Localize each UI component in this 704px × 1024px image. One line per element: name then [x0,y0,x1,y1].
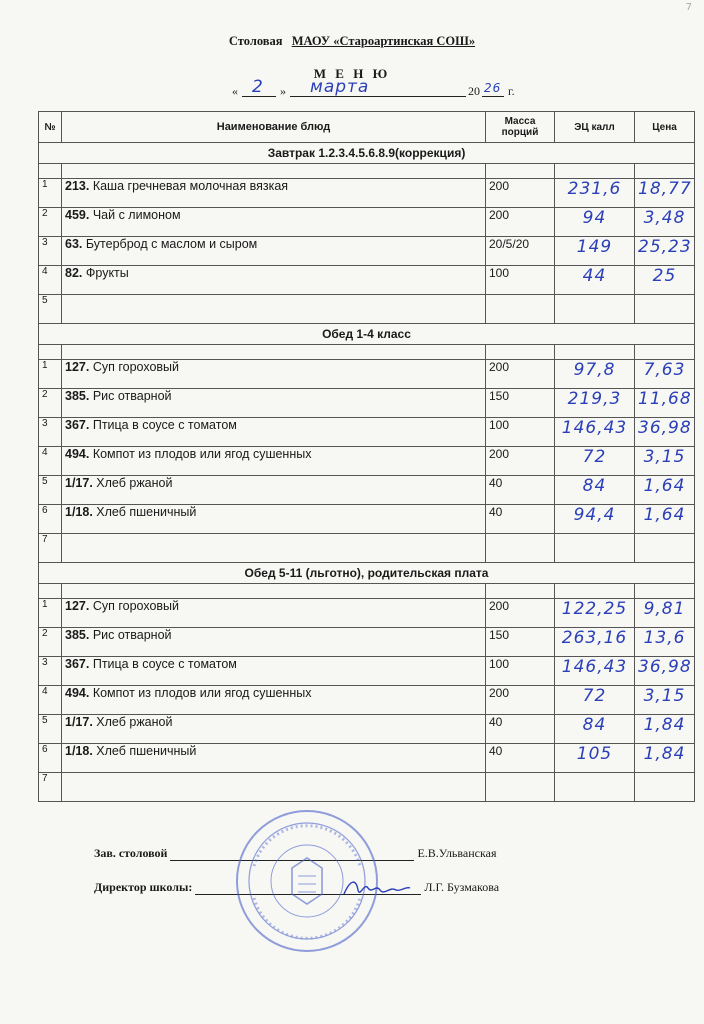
price-cell [635,266,695,295]
section-title: Обед 5-11 (льготно), родительская плата [39,563,695,584]
price-value: 9,81 [643,599,686,619]
dish-cell [62,686,486,715]
section-spacer-row [39,345,695,360]
dish-code: 213. [65,179,90,193]
price-cell [635,447,695,476]
row-number: 4 [39,447,62,476]
table-row [39,266,695,295]
table-row [39,657,695,686]
price-value: 1,64 [643,476,686,496]
price-value: 13,6 [643,628,686,648]
energy-value: 149 [576,237,613,257]
table-row [39,208,695,237]
section-row [39,324,695,345]
energy-value: 263,16 [561,628,628,648]
header-num: № [39,112,62,143]
price-cell [635,476,695,505]
dish-cell [62,476,486,505]
menu-title: М Е Н Ю [313,66,391,81]
table-row [39,686,695,715]
price-cell [635,715,695,744]
dish-cell [62,534,486,563]
energy-value-cell [555,599,635,628]
portion-mass: 40 [486,715,555,744]
price-cell [635,208,695,237]
row-number: 5 [39,715,62,744]
energy-value: 122,25 [561,599,628,619]
energy-value-cell [555,447,635,476]
date-month: марта [310,77,370,97]
portion-mass: 200 [486,179,555,208]
energy-value: 84 [582,476,607,496]
row-number: 3 [39,418,62,447]
table-row [39,447,695,476]
director-handwritten-signature-icon [342,872,412,902]
director-name: Л.Г. Бузмакова [424,880,500,894]
energy-value-cell [555,657,635,686]
energy-value: 219,3 [567,389,622,409]
dish-code: 1/18. [65,744,93,758]
portion-mass: 20/5/20 [486,237,555,266]
price-value: 36,98 [638,657,692,677]
portion-mass [486,534,555,563]
energy-value: 72 [582,686,607,706]
row-number: 5 [39,476,62,505]
table-header-row [39,112,695,143]
table-row [39,505,695,534]
dish-code: 494. [65,447,90,461]
energy-value: 146,43 [561,418,628,438]
portion-mass: 200 [486,686,555,715]
dish-code: 459. [65,208,90,222]
energy-value-cell [555,360,635,389]
energy-value: 146,43 [561,657,628,677]
energy-value-cell [555,534,635,563]
section-spacer-row [39,584,695,599]
section-title: Обед 1-4 класс [39,324,695,345]
portion-mass: 40 [486,744,555,773]
date-year-prefix: 20 [468,84,480,98]
section-row [39,563,695,584]
portion-mass: 200 [486,599,555,628]
table-row [39,360,695,389]
energy-value: 231,6 [567,179,622,199]
price-value: 3,15 [643,686,686,706]
dish-name: Птица в соусе с томатом [92,418,237,432]
dish-name: Птица в соусе с томатом [92,657,237,671]
row-number: 6 [39,744,62,773]
dish-name: Каша гречневая молочная вязкая [92,179,289,193]
canteen-head-name: Е.В.Ульванская [417,846,497,860]
row-number: 7 [39,773,62,802]
energy-value-cell [555,744,635,773]
dish-code: 1/17. [65,715,93,729]
row-number: 2 [39,389,62,418]
table-row [39,715,695,744]
price-cell [635,534,695,563]
dish-cell [62,418,486,447]
date-year-end: г. [508,84,515,98]
dish-name: Хлеб ржаной [96,715,173,729]
row-number: 3 [39,237,62,266]
price-value: 1,64 [643,505,686,525]
dish-name: Хлеб пшеничный [96,744,197,758]
dish-name: Суп гороховый [92,360,180,374]
energy-value: 94 [582,208,607,228]
dish-code: 127. [65,360,90,374]
portion-mass: 200 [486,208,555,237]
table-row [39,295,695,324]
dish-name: Компот из плодов или ягод сушенных [92,686,312,700]
price-cell [635,389,695,418]
energy-value: 94,4 [573,505,616,525]
dish-name: Хлеб ржаной [96,476,173,490]
date-day: 2 [252,77,264,97]
portion-mass [486,773,555,802]
price-cell [635,657,695,686]
portion-mass: 100 [486,418,555,447]
dish-cell [62,773,486,802]
table-row [39,744,695,773]
price-value: 1,84 [643,715,686,735]
dish-cell [62,447,486,476]
dish-cell [62,389,486,418]
row-number: 1 [39,599,62,628]
price-value: 11,68 [638,389,692,409]
portion-mass: 100 [486,657,555,686]
dish-name: Хлеб пшеничный [96,505,197,519]
price-value: 3,48 [643,208,686,228]
section-spacer-row [39,164,695,179]
menu-table [38,111,695,802]
dish-name: Рис отварной [92,628,172,642]
header-mass: Масса порций [486,112,555,143]
dish-name: Чай с лимоном [92,208,181,222]
dish-code: 82. [65,266,83,280]
row-number: 3 [39,657,62,686]
price-cell [635,418,695,447]
dish-cell [62,599,486,628]
energy-value-cell [555,179,635,208]
price-cell [635,628,695,657]
row-number: 4 [39,266,62,295]
corner-mark: 7 [685,2,692,13]
energy-value: 72 [582,447,607,467]
energy-value-cell [555,418,635,447]
energy-value-cell [555,208,635,237]
dish-name: Суп гороховый [92,599,180,613]
header-price: Цена [635,112,695,143]
row-number: 5 [39,295,62,324]
dish-code: 367. [65,657,90,671]
canteen-label: Столовая [228,34,283,48]
dish-cell [62,744,486,773]
energy-value-cell [555,237,635,266]
dish-cell [62,295,486,324]
row-number: 1 [39,360,62,389]
director-role: Директор школы: [94,880,193,894]
date-close-quote: » [280,84,286,98]
table-row [39,476,695,505]
dish-name: Компот из плодов или ягод сушенных [92,447,312,461]
portion-mass: 200 [486,360,555,389]
energy-value-cell [555,295,635,324]
header-kcal: ЭЦ калл [555,112,635,143]
dish-code: 1/17. [65,476,93,490]
row-number: 6 [39,505,62,534]
energy-value: 44 [582,266,607,286]
price-value: 3,15 [643,447,686,467]
price-value: 7,63 [643,360,686,380]
section-row [39,143,695,164]
price-cell [635,295,695,324]
dish-cell [62,208,486,237]
price-value: 25,23 [638,237,692,257]
dish-cell [62,628,486,657]
table-row [39,237,695,266]
energy-value: 84 [582,715,607,735]
energy-value-cell [555,773,635,802]
price-value: 1,84 [643,744,686,764]
price-cell [635,599,695,628]
price-cell [635,686,695,715]
price-cell [635,360,695,389]
price-cell [635,505,695,534]
energy-value-cell [555,476,635,505]
portion-mass [486,295,555,324]
portion-mass: 100 [486,266,555,295]
table-row [39,179,695,208]
price-cell [635,744,695,773]
energy-value: 97,8 [573,360,616,380]
dish-cell [62,657,486,686]
dish-cell [62,715,486,744]
dish-cell [62,505,486,534]
school-name: МАОУ «Староартинская СОШ» [291,34,476,48]
portion-mass: 40 [486,505,555,534]
price-cell [635,773,695,802]
portion-mass: 40 [486,476,555,505]
row-number: 7 [39,534,62,563]
portion-mass: 150 [486,389,555,418]
energy-value-cell [555,266,635,295]
document-header [0,34,704,49]
header-name: Наименование блюд [62,112,486,143]
date-open-quote: « [232,84,238,98]
row-number: 2 [39,628,62,657]
energy-value: 105 [576,744,613,764]
dish-code: 127. [65,599,90,613]
energy-value-cell [555,505,635,534]
dish-code: 494. [65,686,90,700]
price-value: 18,77 [638,179,692,199]
dish-code: 385. [65,628,90,642]
dish-name: Рис отварной [92,389,172,403]
table-row [39,418,695,447]
price-value: 25 [652,266,677,286]
portion-mass: 150 [486,628,555,657]
dish-cell [62,360,486,389]
dish-code: 1/18. [65,505,93,519]
price-cell [635,237,695,266]
row-number: 2 [39,208,62,237]
table-row [39,628,695,657]
energy-value-cell [555,715,635,744]
date-year-suffix: 26 [484,81,502,95]
dish-cell [62,179,486,208]
energy-value-cell [555,389,635,418]
table-row [39,534,695,563]
energy-value-cell [555,686,635,715]
table-row [39,389,695,418]
dish-name: Бутерброд с маслом и сыром [85,237,258,251]
price-value: 36,98 [638,418,692,438]
date-line [232,78,522,100]
portion-mass: 200 [486,447,555,476]
dish-cell [62,266,486,295]
table-row [39,599,695,628]
section-title: Завтрак 1.2.3.4.5.6.8.9(коррекция) [39,143,695,164]
dish-code: 367. [65,418,90,432]
dish-code: 63. [65,237,83,251]
energy-value-cell [555,628,635,657]
price-cell [635,179,695,208]
table-row [39,773,695,802]
row-number: 4 [39,686,62,715]
canteen-head-role: Зав. столовой [94,846,168,860]
dish-name: Фрукты [85,266,129,280]
dish-cell [62,237,486,266]
dish-code: 385. [65,389,90,403]
row-number: 1 [39,179,62,208]
